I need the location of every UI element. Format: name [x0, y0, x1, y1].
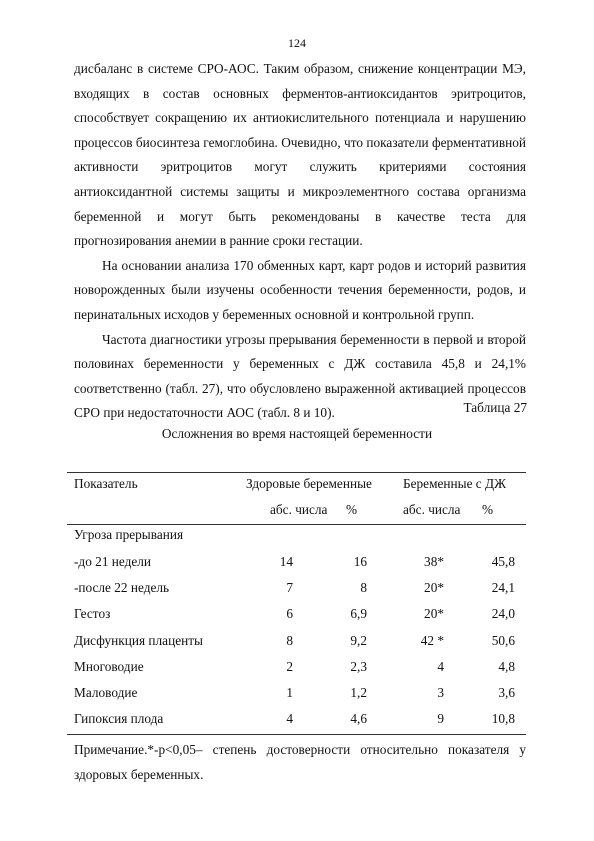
row-healthy-pct: 6,9	[350, 606, 367, 622]
table-label: Таблица 27	[463, 400, 527, 415]
row-healthy-abs: 2	[286, 658, 293, 674]
row-dzh-abs: 3	[437, 685, 444, 700]
row-name: -до 21 недели	[74, 554, 152, 569]
row-healthy-abs: 7	[286, 580, 293, 596]
row-dzh-abs: 38*	[424, 554, 444, 569]
paragraph-3: Частота диагностики угрозы прерывания беременности в первой и второй половинах беременности у беременных с ДЖ составила 45,8 и 24,1% соответственно (табл. 27), что обусловлено выраженной активацией процессов СРО при недостаточности АОС (табл. 8 и 10).	[74, 331, 526, 421]
row-name: Гипоксия плода	[74, 711, 164, 727]
row-healthy-abs: 8	[286, 632, 293, 648]
row-dzh-pct: 3,6	[498, 685, 515, 700]
row-healthy-pct: 4,6	[350, 711, 367, 727]
note-text: Примечание.*-p<0,05– степень достоверности относительно показателя у здоровых беременных.	[74, 742, 526, 782]
row-name: Многоводие	[74, 658, 144, 674]
row-healthy-pct: 8	[360, 580, 367, 596]
header-healthy-pct: %	[346, 502, 358, 517]
row-name: Дисфункция плаценты	[74, 632, 203, 648]
row-healthy-pct: 16	[353, 554, 367, 569]
header-healthy-abs: абс. числа	[270, 502, 328, 517]
row-dzh-abs: 9	[437, 711, 444, 727]
page-number: 124	[288, 36, 306, 50]
row-name: Гестоз	[74, 606, 111, 622]
row-dzh-pct: 50,6	[491, 632, 515, 648]
paragraph-1: дисбаланс в системе СРО-АОС. Таким образом, снижение концентрации МЭ, входящих в состав основных ферментов-антиоксидантов эритроцитов, способствует сокращению их антиокислительного потенциала и нарушению процессов биосинтеза гемоглобина. Очевидно, что показатели ферментативной активности эритроцитов могут служить критериями состояния антиоксидантной системы защиты и микроэлементного состава организма беременной и могут быть рекомендованы в качестве теста для прогнозирования анемии в ранние сроки гестации.	[74, 61, 526, 249]
row-dzh-abs: 20*	[424, 606, 444, 622]
row-dzh-pct: 24,1	[491, 580, 515, 596]
header-indicator: Показатель	[74, 476, 138, 491]
row-dzh-pct: 10,8	[491, 711, 515, 727]
row-dzh-pct: 45,8	[491, 554, 515, 569]
table-top-rule	[67, 472, 526, 473]
body-text	[74, 57, 526, 426]
row-healthy-pct: 9,2	[350, 632, 367, 648]
row-healthy-pct: 1,2	[350, 685, 367, 700]
row-dzh-abs: 4	[437, 658, 444, 674]
table-bottom-rule	[67, 734, 526, 735]
row-dzh-pct: 4,8	[498, 658, 515, 674]
header-dzh-pct: %	[482, 502, 494, 517]
row-dzh-abs: 42 *	[420, 632, 444, 648]
header-dzh: Беременные с ДЖ	[403, 476, 507, 491]
row-healthy-abs: 1	[286, 685, 293, 700]
row-healthy-pct: 2,3	[350, 658, 367, 674]
row-dzh-abs: 20*	[424, 580, 444, 596]
header-healthy: Здоровые беременные	[246, 476, 372, 491]
row-healthy-abs: 4	[286, 711, 293, 727]
group-label: Угроза прерывания	[74, 527, 184, 542]
row-healthy-abs: 6	[286, 606, 293, 622]
row-healthy-abs: 14	[279, 554, 293, 569]
table-header-rule	[67, 524, 526, 525]
paragraph-2: На основании анализа 170 обменных карт, карт родов и историй развития новорожденных были изучены особенности течения беременности, родов, и перинатальных исходов у беременных основной и контрольной групп.	[74, 257, 526, 322]
table-title: Осложнения во время настоящей беременности	[161, 426, 433, 441]
header-dzh-abs: абс. числа	[403, 502, 461, 517]
row-name: Маловодие	[74, 685, 138, 700]
row-name: -после 22 недель	[74, 580, 170, 596]
table-note	[74, 738, 526, 787]
row-dzh-pct: 24,0	[491, 606, 515, 622]
